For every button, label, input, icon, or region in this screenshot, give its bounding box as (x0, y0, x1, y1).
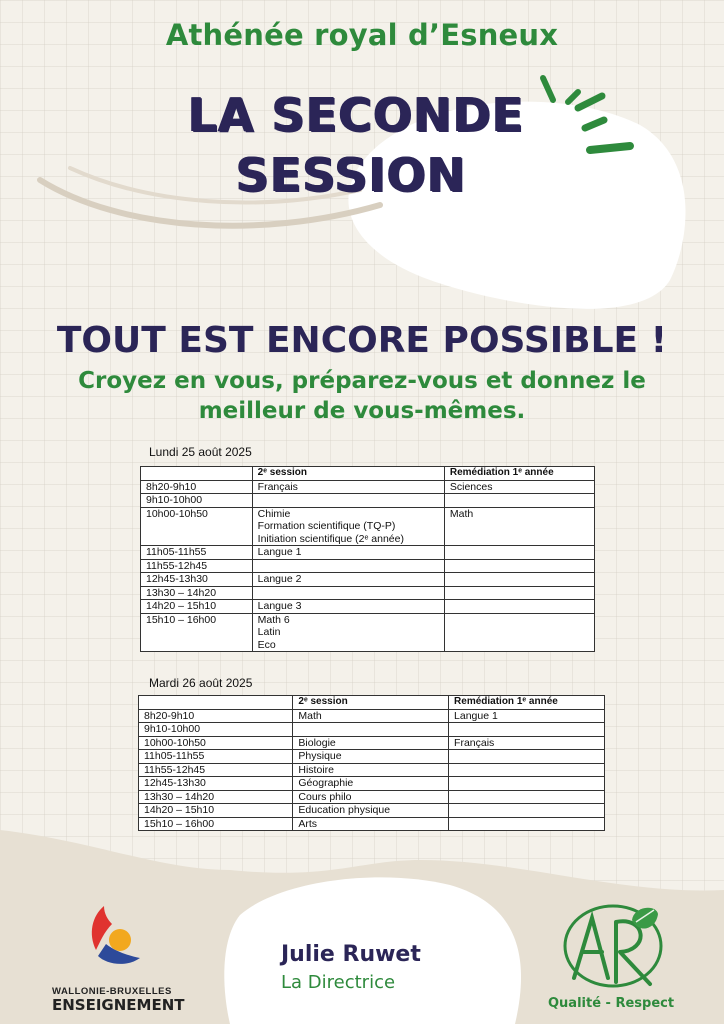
day2-header-cell (139, 696, 293, 710)
table-row (141, 586, 595, 600)
session-subject-cell: Langue 3 (252, 600, 444, 614)
headline: TOUT EST ENCORE POSSIBLE ! (56, 320, 668, 361)
time-slot-cell: 11h05-11h55 (141, 546, 253, 560)
table-row (141, 573, 595, 587)
remediation-cell: Sciences (444, 480, 594, 494)
session-subject-cell: Education physique (293, 804, 449, 818)
session-subject-cell (252, 586, 444, 600)
wb-line-2: ENSEIGNEMENT (52, 996, 185, 1014)
remediation-cell (449, 777, 605, 791)
time-slot-cell: 8h20-9h10 (139, 709, 293, 723)
day1-title: Lundi 25 août 2025 (149, 445, 252, 459)
time-slot-cell: 9h10-10h00 (141, 494, 253, 508)
time-slot-cell: 11h55-12h45 (141, 559, 253, 573)
day2-header-cell: Remédiation 1ᵉ année (449, 696, 605, 710)
time-slot-cell: 15h10 – 16h00 (139, 817, 293, 831)
time-slot-cell: 10h00-10h50 (141, 507, 253, 546)
session-subject-cell: Biologie (293, 736, 449, 750)
table-row (139, 790, 605, 804)
remediation-cell (449, 804, 605, 818)
table-row (139, 736, 605, 750)
time-slot-cell: 8h20-9h10 (141, 480, 253, 494)
ar-logo-icon (558, 900, 668, 992)
remediation-cell: Français (449, 736, 605, 750)
title-line-2: SESSION (236, 148, 467, 202)
remediation-cell (449, 790, 605, 804)
day2-title: Mardi 26 août 2025 (149, 676, 253, 690)
session-subject-cell: Langue 2 (252, 573, 444, 587)
session-subject-cell: Chimie Formation scientifique (TQ-P) Initiation scientifique (2ᵉ année) (252, 507, 444, 546)
remediation-cell (449, 763, 605, 777)
session-subject-cell: Langue 1 (252, 546, 444, 560)
table-row (141, 494, 595, 508)
time-slot-cell: 10h00-10h50 (139, 736, 293, 750)
table-row (139, 763, 605, 777)
remediation-cell (449, 750, 605, 764)
director-role: La Directrice (281, 972, 396, 993)
day1-header-row (141, 467, 595, 481)
time-slot-cell: 12h45-13h30 (139, 777, 293, 791)
time-slot-cell: 13h30 – 14h20 (139, 790, 293, 804)
remediation-cell (444, 573, 594, 587)
day1-header-cell: Remédiation 1ᵉ année (444, 467, 594, 481)
time-slot-cell: 11h05-11h55 (139, 750, 293, 764)
remediation-cell (444, 494, 594, 508)
session-subject-cell: Physique (293, 750, 449, 764)
remediation-cell: Langue 1 (449, 709, 605, 723)
table-row (139, 750, 605, 764)
school-name: Athénée royal d’Esneux (165, 18, 559, 52)
day1-schedule-table (140, 466, 595, 652)
session-subject-cell: Arts (293, 817, 449, 831)
table-row (139, 804, 605, 818)
remediation-cell (449, 817, 605, 831)
time-slot-cell: 14h20 – 15h10 (141, 600, 253, 614)
subline: Croyez en vous, préparez-vous et donnez le meilleur de vous-mêmes. (78, 368, 646, 424)
director-name: Julie Ruwet (281, 942, 421, 967)
session-subject-cell (252, 559, 444, 573)
remediation-cell (444, 613, 594, 652)
day2-header-cell: 2ᵉ session (293, 696, 449, 710)
day2-header-row (139, 696, 605, 710)
wb-line-1: WALLONIE-BRUXELLES (52, 986, 172, 997)
quality-respect-text: Qualité - Respect (548, 996, 675, 1011)
time-slot-cell: 9h10-10h00 (139, 723, 293, 737)
time-slot-cell: 12h45-13h30 (141, 573, 253, 587)
session-subject-cell: Cours philo (293, 790, 449, 804)
session-subject-cell (252, 494, 444, 508)
table-row (141, 600, 595, 614)
day1-header-cell (141, 467, 253, 481)
table-row (141, 546, 595, 560)
time-slot-cell: 13h30 – 14h20 (141, 586, 253, 600)
remediation-cell (444, 559, 594, 573)
remediation-cell (444, 586, 594, 600)
time-slot-cell: 15h10 – 16h00 (141, 613, 253, 652)
table-row (139, 817, 605, 831)
title-line-1: LA SECONDE (188, 88, 525, 142)
table-row (141, 613, 595, 652)
table-row (141, 559, 595, 573)
session-subject-cell: Géographie (293, 777, 449, 791)
remediation-cell (449, 723, 605, 737)
session-subject-cell: Math (293, 709, 449, 723)
session-subject-cell (293, 723, 449, 737)
time-slot-cell: 11h55-12h45 (139, 763, 293, 777)
session-subject-cell: Histoire (293, 763, 449, 777)
remediation-cell: Math (444, 507, 594, 546)
wallonie-bruxelles-logo-icon (82, 902, 146, 978)
table-row (141, 507, 595, 546)
table-row (141, 480, 595, 494)
remediation-cell (444, 600, 594, 614)
table-row (139, 709, 605, 723)
time-slot-cell: 14h20 – 15h10 (139, 804, 293, 818)
day1-header-cell: 2ᵉ session (252, 467, 444, 481)
day2-schedule-table (138, 695, 605, 831)
session-subject-cell: Math 6 Latin Eco (252, 613, 444, 652)
remediation-cell (444, 546, 594, 560)
table-row (139, 777, 605, 791)
session-subject-cell: Français (252, 480, 444, 494)
table-row (139, 723, 605, 737)
